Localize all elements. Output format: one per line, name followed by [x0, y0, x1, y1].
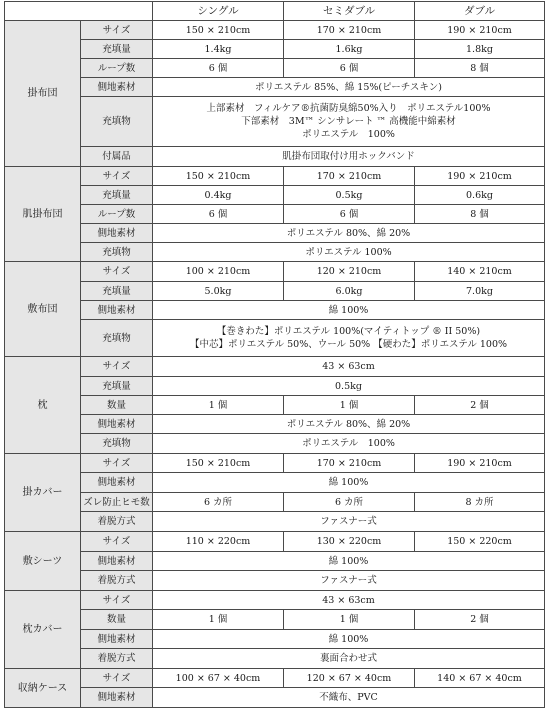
value-cell: 130 × 220cm [284, 532, 415, 552]
table-row [5, 78, 545, 97]
table-row [5, 591, 545, 610]
table-row [5, 301, 545, 320]
attribute-label: 側地素材 [81, 78, 153, 97]
value-cell: 6.0kg [284, 282, 415, 301]
attribute-label: 充填量 [81, 40, 153, 59]
value-cell: 8 個 [415, 59, 545, 78]
table-row [5, 377, 545, 396]
value-line: 【巻きわた】ポリエステル 100%(マイティトップ ® II 50%) [216, 326, 481, 337]
spanning-value-cell: 綿 100% [153, 473, 545, 493]
attribute-label: サイズ [81, 357, 153, 377]
spanning-value-cell: 43 × 63cm [153, 591, 545, 610]
attribute-label: サイズ [81, 454, 153, 473]
attribute-label: 側地素材 [81, 224, 153, 243]
attribute-label: サイズ [81, 262, 153, 282]
value-cell: 6 個 [284, 205, 415, 224]
table-row [5, 688, 545, 708]
value-cell: 6 個 [284, 59, 415, 78]
spanning-value-cell: ポリエステル 100% [153, 243, 545, 262]
attribute-label: 側地素材 [81, 688, 153, 708]
value-cell: 1 個 [153, 610, 284, 630]
value-cell: 190 × 210cm [415, 454, 545, 473]
spanning-value-cell: ファスナー式 [153, 512, 545, 532]
table-row [5, 630, 545, 649]
value-cell: 2 個 [415, 610, 545, 630]
spec-table [4, 1, 545, 708]
table-row [5, 147, 545, 167]
attribute-label: 充填量 [81, 186, 153, 205]
spanning-value-cell [153, 320, 545, 357]
table-row [5, 473, 545, 493]
spanning-value-cell: 43 × 63cm [153, 357, 545, 377]
spanning-value-cell: ファスナー式 [153, 571, 545, 591]
table-row [5, 512, 545, 532]
attribute-label: 側地素材 [81, 552, 153, 571]
attribute-label: 充填量 [81, 377, 153, 396]
table-row [5, 552, 545, 571]
table-row [5, 224, 545, 243]
table-row [5, 186, 545, 205]
value-line: 【中芯】ポリエステル 50%、ウール 50% 【硬わた】ポリエステル 100% [189, 339, 508, 350]
attribute-label: 充填物 [81, 243, 153, 262]
table-row [5, 59, 545, 78]
spanning-value-cell: ポリエステル 80%、綿 20% [153, 224, 545, 243]
group-label: 掛カバー [5, 454, 81, 532]
value-cell: 6 カ所 [153, 493, 284, 512]
value-cell: 1.4kg [153, 40, 284, 59]
attribute-label: 側地素材 [81, 630, 153, 649]
spanning-value-cell: 肌掛布団取付け用ホックバンド [153, 147, 545, 167]
table-row [5, 21, 545, 40]
value-cell: 1 個 [284, 396, 415, 415]
value-cell: 1 個 [284, 610, 415, 630]
value-cell: 5.0kg [153, 282, 284, 301]
group-label: 敷布団 [5, 262, 81, 357]
value-cell: 150 × 210cm [153, 167, 284, 186]
attribute-label: ループ数 [81, 59, 153, 78]
value-cell: 110 × 220cm [153, 532, 284, 552]
spanning-value-cell: ポリエステル 80%、綿 20% [153, 415, 545, 434]
col-header-double: ダブル [415, 2, 545, 21]
attribute-label: ズレ防止ヒモ数 [81, 493, 153, 512]
value-cell: 0.4kg [153, 186, 284, 205]
value-cell: 1.8kg [415, 40, 545, 59]
corner-cell [5, 2, 153, 21]
value-cell: 150 × 220cm [415, 532, 545, 552]
table-row [5, 320, 545, 357]
value-cell: 6 カ所 [284, 493, 415, 512]
attribute-label: サイズ [81, 21, 153, 40]
table-row [5, 610, 545, 630]
attribute-label: 着脱方式 [81, 649, 153, 669]
spanning-value-cell: 綿 100% [153, 301, 545, 320]
attribute-label: サイズ [81, 669, 153, 688]
attribute-label: 側地素材 [81, 301, 153, 320]
table-row [5, 532, 545, 552]
value-cell: 150 × 210cm [153, 21, 284, 40]
attribute-label: 着脱方式 [81, 512, 153, 532]
value-cell: 100 × 210cm [153, 262, 284, 282]
spanning-value-cell [153, 97, 545, 147]
value-line: 下部素材 3M™ シンサレート ™ 高機能中綿素材 [241, 116, 456, 127]
value-line: ポリエステル 100% [302, 129, 395, 140]
group-label: 枕 [5, 357, 81, 454]
table-row [5, 434, 545, 454]
value-cell: 190 × 210cm [415, 167, 545, 186]
attribute-label: 充填物 [81, 97, 153, 147]
header-row [5, 2, 545, 21]
attribute-label: 着脱方式 [81, 571, 153, 591]
table-row [5, 396, 545, 415]
group-label: 肌掛布団 [5, 167, 81, 262]
spanning-value-cell: ポリエステル 100% [153, 434, 545, 454]
value-cell: 2 個 [415, 396, 545, 415]
table-row [5, 493, 545, 512]
value-cell: 0.5kg [284, 186, 415, 205]
group-label: 収納ケース [5, 669, 81, 708]
spanning-value-cell: 綿 100% [153, 552, 545, 571]
attribute-label: 側地素材 [81, 415, 153, 434]
col-header-semi-double: セミダブル [284, 2, 415, 21]
group-label: 掛布団 [5, 21, 81, 167]
attribute-label: 付属品 [81, 147, 153, 167]
spanning-value-cell: 裏面合わせ式 [153, 649, 545, 669]
spec-body [5, 21, 545, 708]
value-cell: 170 × 210cm [284, 21, 415, 40]
spanning-value-cell: ポリエステル 85%、綿 15%(ピーチスキン) [153, 78, 545, 97]
value-cell: 100 × 67 × 40cm [153, 669, 284, 688]
group-label: 敷シーツ [5, 532, 81, 591]
value-cell: 140 × 210cm [415, 262, 545, 282]
spanning-value-cell: 0.5kg [153, 377, 545, 396]
value-cell: 120 × 67 × 40cm [284, 669, 415, 688]
attribute-label: サイズ [81, 167, 153, 186]
table-row [5, 415, 545, 434]
attribute-label: 数量 [81, 610, 153, 630]
value-cell: 8 個 [415, 205, 545, 224]
attribute-label: サイズ [81, 532, 153, 552]
table-row [5, 40, 545, 59]
table-row [5, 167, 545, 186]
value-cell: 1 個 [153, 396, 284, 415]
table-row [5, 243, 545, 262]
spanning-value-cell: 不織布、PVC [153, 688, 545, 708]
table-row [5, 262, 545, 282]
table-row [5, 649, 545, 669]
spanning-value-cell: 綿 100% [153, 630, 545, 649]
value-cell: 6 個 [153, 59, 284, 78]
table-row [5, 571, 545, 591]
table-row [5, 357, 545, 377]
value-cell: 170 × 210cm [284, 454, 415, 473]
group-label: 枕カバー [5, 591, 81, 669]
table-row [5, 205, 545, 224]
attribute-label: 側地素材 [81, 473, 153, 493]
value-cell: 6 個 [153, 205, 284, 224]
value-cell: 140 × 67 × 40cm [415, 669, 545, 688]
value-cell: 150 × 210cm [153, 454, 284, 473]
value-cell: 0.6kg [415, 186, 545, 205]
value-cell: 1.6kg [284, 40, 415, 59]
value-line: 上部素材 フィルケア®抗菌防臭綿50%入り ポリエステル100% [206, 103, 491, 114]
table-row [5, 669, 545, 688]
value-cell: 7.0kg [415, 282, 545, 301]
col-header-single: シングル [153, 2, 284, 21]
attribute-label: ループ数 [81, 205, 153, 224]
value-cell: 190 × 210cm [415, 21, 545, 40]
attribute-label: 数量 [81, 396, 153, 415]
table-row [5, 97, 545, 147]
attribute-label: 充填物 [81, 434, 153, 454]
table-row [5, 454, 545, 473]
value-cell: 120 × 210cm [284, 262, 415, 282]
attribute-label: 充填物 [81, 320, 153, 357]
table-row [5, 282, 545, 301]
value-cell: 8 カ所 [415, 493, 545, 512]
attribute-label: サイズ [81, 591, 153, 610]
value-cell: 170 × 210cm [284, 167, 415, 186]
attribute-label: 充填量 [81, 282, 153, 301]
